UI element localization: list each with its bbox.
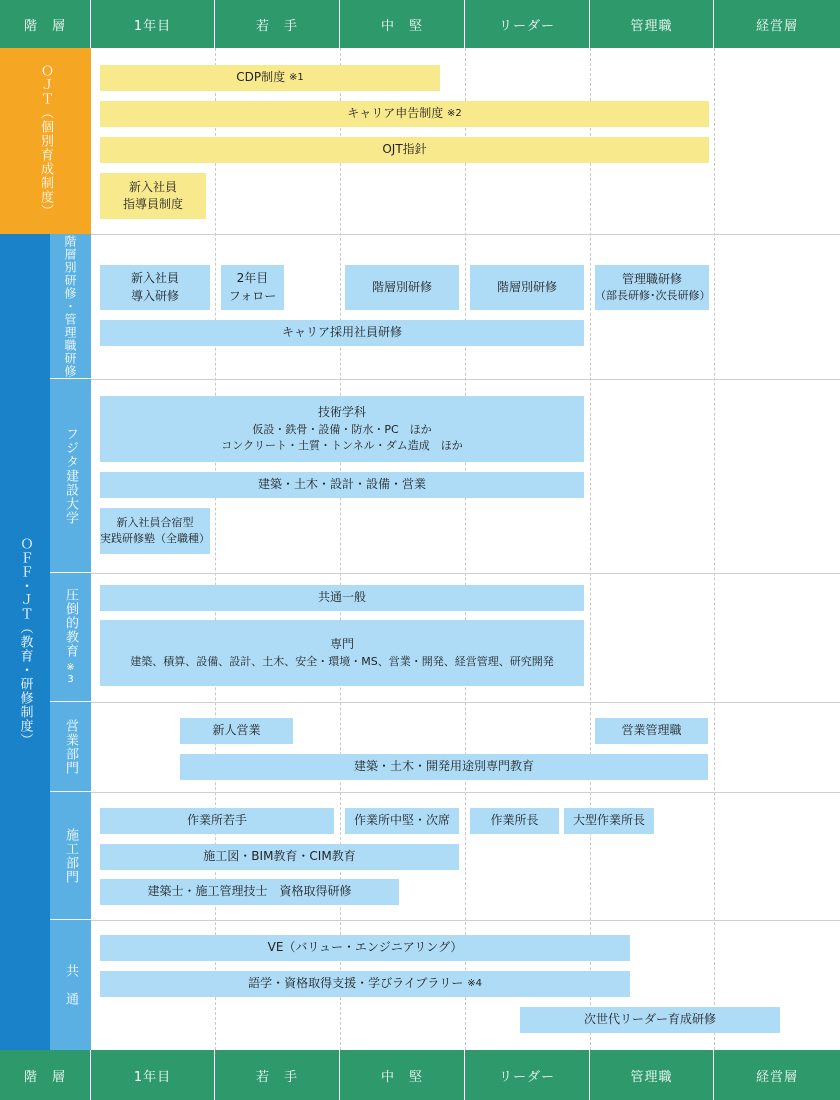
bar-sekouzu-bim: 施工図・BIM教育・CIM教育 [100, 844, 459, 870]
section-label-attou: 圧倒的教育 [63, 588, 78, 658]
bar-senmon-line1: 建築、積算、設備、設計、土木、安全・環境・MS、営業・開発、経営管理、研究開発 [130, 654, 554, 668]
bar-gogaku [100, 971, 630, 997]
bar-eigyo-kanri: 営業管理職 [595, 718, 708, 744]
bar-gijutsu-line1: 仮設・鉄骨・設備・防水・PC ほか [252, 422, 432, 436]
bar-shinnyu-shidou-line1: 新入社員 [128, 179, 177, 194]
header-cell-year1: 1年目 [91, 0, 215, 48]
section-divider [91, 379, 840, 380]
bar-gasshuku-line1: 新入社員合宿型 [116, 516, 194, 530]
bar-kaisou-chuken: 階層別研修 [345, 265, 459, 310]
bar-gasshuku-line2: 実践研修塾（全職種） [100, 532, 210, 545]
bar-kaisou-leader: 階層別研修 [470, 265, 584, 310]
footer-cell-year1: 1年目 [91, 1050, 215, 1100]
bar-oogata: 大型作業所長 [564, 808, 654, 834]
bar-senmon-title: 専門 [329, 637, 354, 652]
bar-ve: VE（バリュー・エンジニアリング） [100, 935, 630, 961]
section-divider [91, 792, 840, 793]
header-cell-young: 若 手 [215, 0, 340, 48]
section-divider [91, 573, 840, 574]
bar-gasshuku [100, 508, 210, 554]
bar-kenchiku-doboku: 建築・土木・設計・設備・営業 [100, 472, 584, 498]
footer-cell-executive: 経営層 [714, 1050, 840, 1100]
bar-gijutsu-title: 技術学科 [317, 405, 366, 420]
bar-career-saiyou: キャリア採用社員研修 [100, 320, 584, 346]
bar-shinnyu-shidou-line2: 指導員制度 [122, 197, 183, 211]
bar-cdp-label: CDP制度 [236, 70, 286, 85]
bar-senmon [100, 620, 584, 686]
bar-kanrishoku-line1: 管理職研修 [621, 271, 682, 286]
bar-kanrishoku-line2: （部長研修･次長研修） [595, 289, 711, 303]
bar-2nen-follow [221, 265, 284, 310]
column-divider [590, 48, 591, 1050]
header-cell-midlevel: 中 堅 [340, 0, 465, 48]
bar-youto-betsu: 建築・土木・開発用途別専門教育 [180, 754, 708, 780]
header-cell-manager: 管理職 [590, 0, 714, 48]
bar-kanrishoku [595, 265, 709, 310]
bar-gogaku-label: 語学・資格取得支援・学びライブラリー [248, 976, 464, 991]
section-label-seko: 施工部門 [50, 792, 91, 920]
bar-shinnyu-dounyu-line1: 新入社員 [130, 271, 179, 286]
section-divider [91, 920, 840, 921]
column-divider [465, 48, 466, 1050]
bar-gijutsu-line2: コンクリート・土質・トンネル・ダム造成 ほか [221, 438, 463, 452]
bar-career-shinkoku-label: キャリア申告制度 [347, 106, 444, 121]
section-divider [91, 702, 840, 703]
footer-cell-level: 階 層 [0, 1050, 91, 1100]
section-label-kaisou: 階層別研修・管理職研修 [50, 234, 91, 379]
bar-shikaku: 建築士・施工管理技士 資格取得研修 [100, 879, 399, 905]
section-label-fujita: フジタ建設大学 [50, 379, 91, 573]
section-label-kyotsu: 共 通 [50, 920, 91, 1050]
section-label-offjt: ＯＦＦ・ＪＴ（教育・研修制度） [0, 234, 50, 1050]
bar-2nen-follow-line1: 2年目 [236, 271, 269, 286]
bar-shinnyu-shidou [100, 173, 206, 219]
column-divider [714, 48, 715, 1050]
section-label-attou-box [50, 573, 91, 702]
bar-gogaku-note: ※4 [467, 977, 482, 989]
bar-sagyo-chuken: 作業所中堅・次席 [345, 808, 459, 834]
bar-gijutsu-gakka [100, 396, 584, 462]
header-cell-level: 階 層 [0, 0, 91, 48]
bar-career-shinkoku-note: ※2 [447, 107, 462, 119]
section-label-attou-note: ※3 [65, 662, 76, 686]
bar-shinjin-eigyo: 新人営業 [180, 718, 293, 744]
bar-sagyo-wakate: 作業所若手 [100, 808, 334, 834]
bar-jisedai-leader: 次世代リーダー育成研修 [520, 1007, 780, 1033]
bar-2nen-follow-line2: フォロー [228, 288, 277, 303]
footer-cell-manager: 管理職 [590, 1050, 714, 1100]
bar-cdp [100, 65, 440, 91]
bar-shinnyu-dounyu-line2: 導入研修 [130, 288, 179, 303]
footer-cell-midlevel: 中 堅 [340, 1050, 465, 1100]
section-label-eigyo: 営業部門 [50, 702, 91, 792]
section-divider [91, 234, 840, 235]
bar-shinnyu-dounyu [100, 265, 210, 310]
bar-career-shinkoku [100, 101, 709, 127]
header-cell-executive: 経営層 [714, 0, 840, 48]
bar-sagyo-chou: 作業所長 [470, 808, 559, 834]
bar-cdp-note: ※1 [288, 71, 304, 83]
bar-kyotsu-ippan: 共通一般 [100, 585, 584, 611]
section-label-ojt: ＯＪＴ（個別育成制度） [0, 48, 91, 234]
footer-cell-leader: リーダー [465, 1050, 590, 1100]
header-cell-leader: リーダー [465, 0, 590, 48]
footer-cell-young: 若 手 [215, 1050, 340, 1100]
bar-ojt-shishin: OJT指針 [100, 137, 709, 163]
